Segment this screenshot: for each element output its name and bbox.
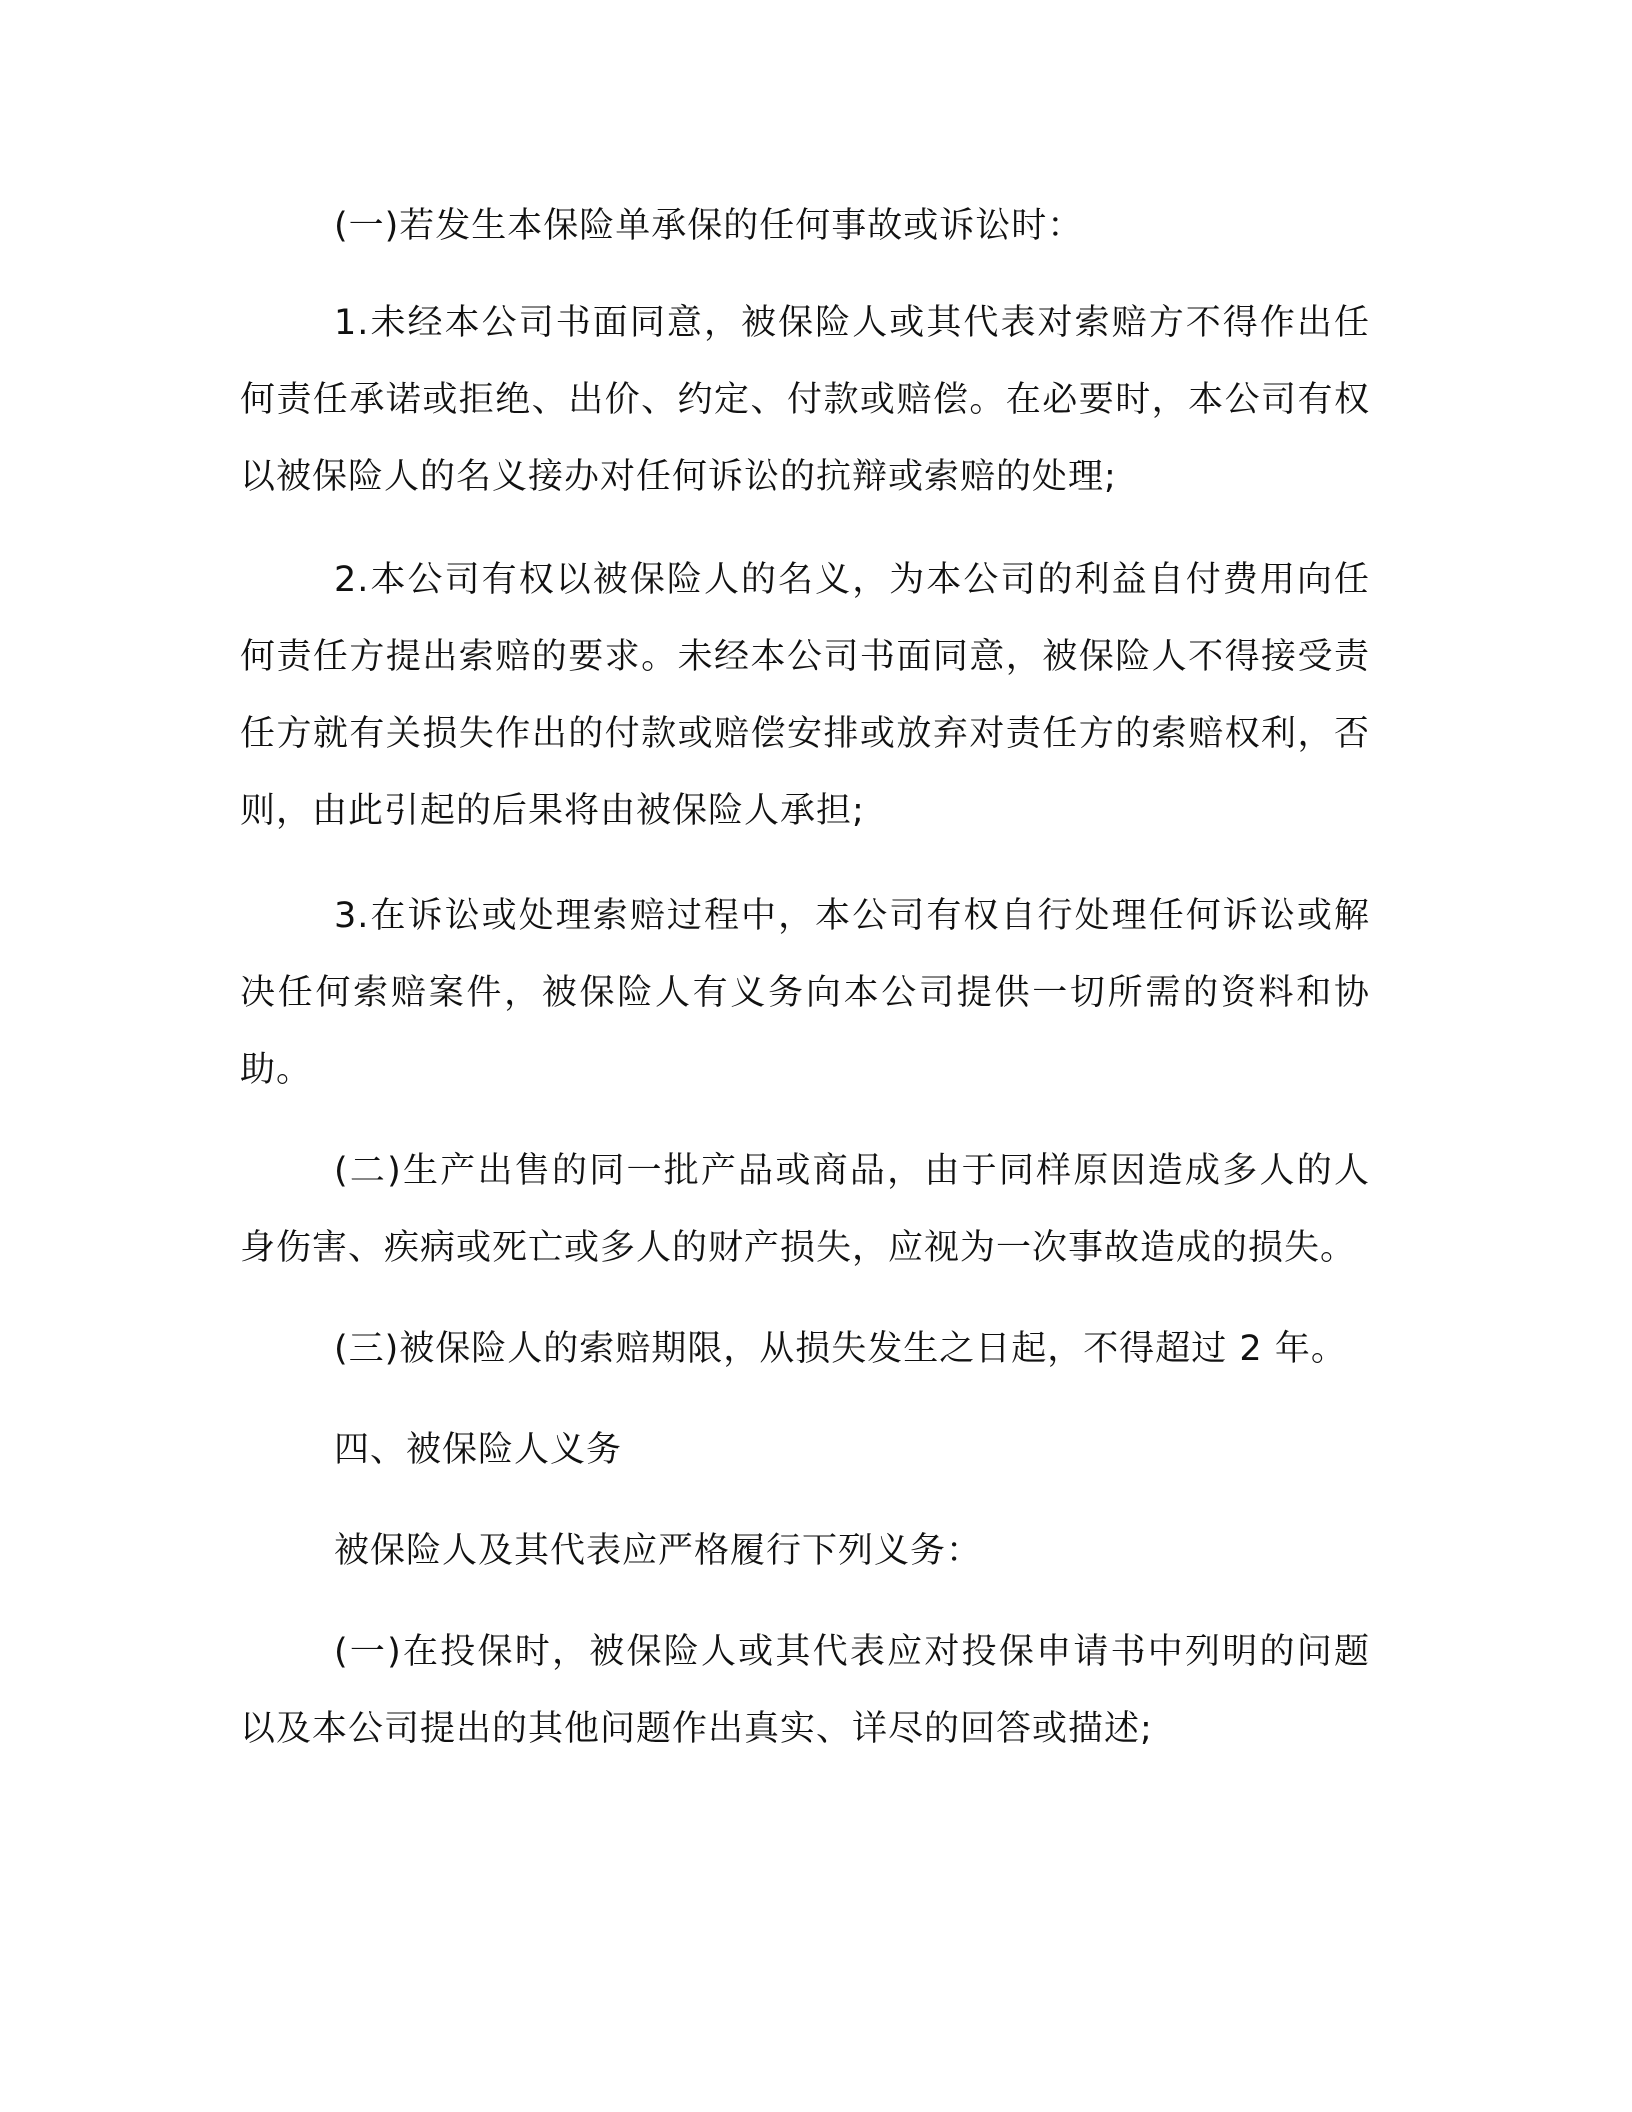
clause-2: (二)生产出售的同一批产品或商品，由于同样原因造成多人的人身伤害、疾病或死亡或多人的财产损失，应视为一次事故造成的损失。 <box>240 1151 1370 1268</box>
clause-1-item-1: 1.未经本公司书面同意，被保险人或其代表对索赔方不得作出任何责任承诺或拒绝、出价、约定、付款或赔偿。在必要时，本公司有权以被保险人的名义接办对任何诉讼的抗辩或索赔的处理; <box>240 303 1370 497</box>
clause-1-heading: (一)若发生本保险单承保的任何事故或诉讼时： <box>334 206 1084 246</box>
section-4-item-1: (一)在投保时，被保险人或其代表应对投保申请书中列明的问题以及本公司提出的其他问题作出真实、详尽的回答或描述; <box>240 1632 1370 1749</box>
section-4-intro: 被保险人及其代表应严格履行下列义务： <box>334 1531 983 1571</box>
clause-1-item-2: 2.本公司有权以被保险人的名义，为本公司的利益自付费用向任何责任方提出索赔的要求。未经本公司书面同意，被保险人不得接受责任方就有关损失作出的付款或赔偿安排或放弃对责任方的索赔权利，否则，由此引起的后果将由被保险人承担; <box>240 560 1370 831</box>
section-4-heading: 四、被保险人义务 <box>334 1430 623 1470</box>
document-body <box>240 188 1370 1768</box>
clause-3: (三)被保险人的索赔期限，从损失发生之日起，不得超过 2 年。 <box>334 1329 1347 1369</box>
clause-1-item-3: 3.在诉讼或处理索赔过程中，本公司有权自行处理任何诉讼或解决任何索赔案件，被保险人有义务向本公司提供一切所需的资料和协助。 <box>240 896 1370 1090</box>
